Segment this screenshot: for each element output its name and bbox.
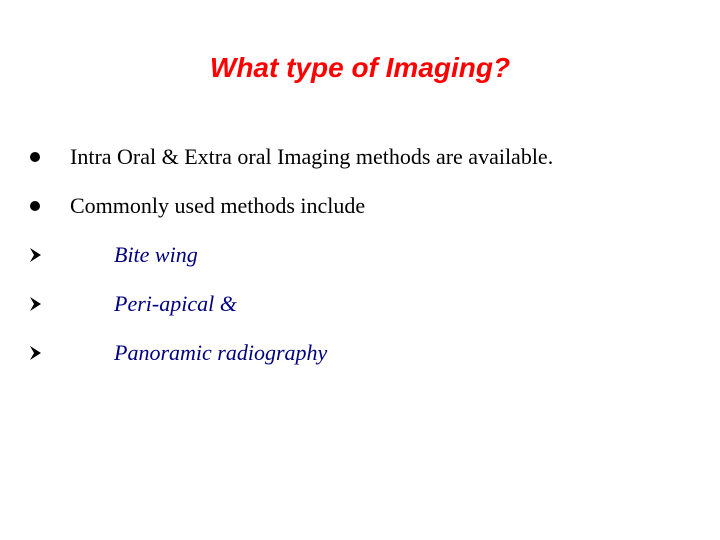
arrowhead-bullet-icon [29,345,43,361]
sub-bullet-item [0,289,720,319]
round-bullet-icon [30,152,40,162]
arrowhead-bullet-icon [29,247,43,263]
arrowhead-bullet-icon [29,296,43,312]
round-bullet-icon [30,201,40,211]
sub-bullet-text: Panoramic radiography [114,340,328,365]
sub-bullet-item [0,240,720,270]
bullet-item [0,191,720,221]
bullet-item [0,142,720,172]
bullet-text: Commonly used methods include [70,193,366,218]
sub-bullet-item [0,338,720,368]
slide-title: What type of Imaging? [209,52,511,83]
sub-bullet-text: Bite wing [114,242,198,267]
sub-bullet-text: Peri-apical & [114,291,237,316]
bullet-text: Intra Oral & Extra oral Imaging methods are available. [70,144,554,169]
